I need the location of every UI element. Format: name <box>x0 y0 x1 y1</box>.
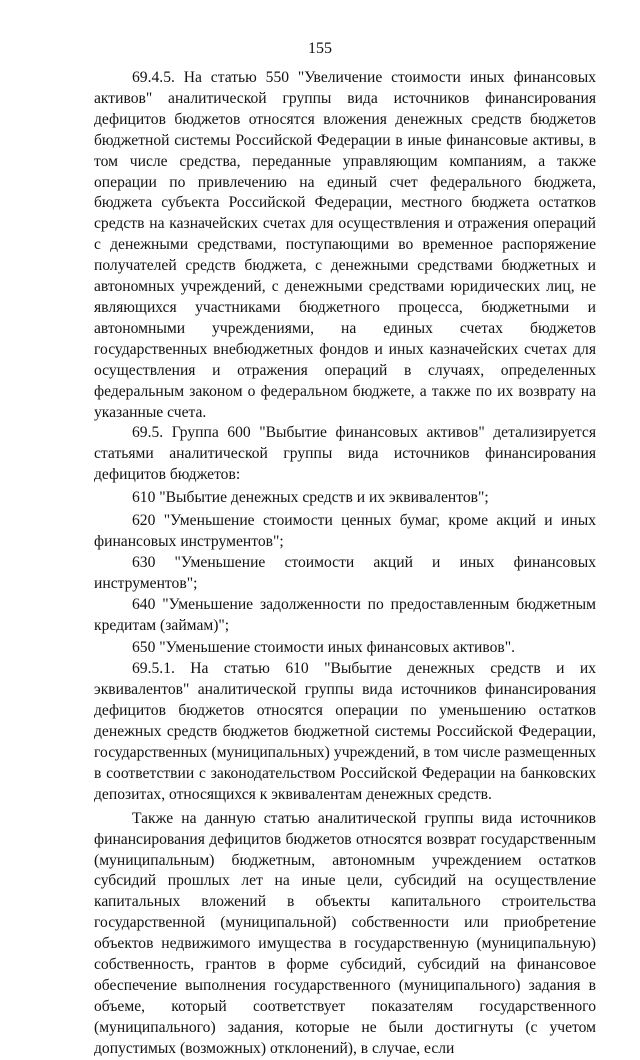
paragraph-69-5: 69.5. Группа 600 "Выбытие финансовых активов" детализируется статьями аналитической группы вида источников финансирования дефицитов бюджетов: <box>94 424 596 484</box>
list-item-650: 650 "Уменьшение стоимости иных финансовых активов". <box>132 639 516 657</box>
page-number: 155 <box>308 40 332 57</box>
document-body <box>94 68 596 1060</box>
paragraph-also: Также на данную статью аналитической группы вида источников финансирования дефицитов бюджетов относятся возврат государственным (муниципальным) бюджетным, автономным учреждением остатков субсидий прошлых лет на иные цели, субсидий на осуществление капитальных вложений в объекты капитального строительства государственной (муниципальной) собственности или приобретение объектов недвижимого имущества в государственную (муниципальную) собственность, грантов в форме субсидий, субсидий на финансовое обеспечение выполнения государственного (муниципального) задания в объеме, который соответствует показателям государственного (муниципального) задания, которые не были достигнуты (с учетом допустимых (возможных) отклонений), в случае, если <box>94 809 596 1057</box>
list-item-610: 610 "Выбытие денежных средств и их эквивалентов"; <box>132 489 489 507</box>
paragraph-69-4-5: 69.4.5. На статью 550 "Увеличение стоимости иных финансовых активов" аналитической группы вида источников финансирования дефицитов бюджетов относятся вложения денежных средств бюджетов бюджетной системы Российской Федерации в иные финансовые активы, в том числе средства, переданные управляющим компаниям, а также операции по привлечению на единый счет федерального бюджета, бюджета субъекта Российской Федерации, местного бюджета остатков средств на казначейских счетах для осуществления и отражения операций с денежными средствами, поступающими во временное распоряжение получателей средств бюджета, с денежными средствами бюджетных и автономных учреждений, с денежными средствами юридических лиц, не являющихся участниками бюджетного процесса, бюджетными и автономными учреждениями, на единых счетах бюджетов государственных внебюджетных фондов и иных казначейских счетах для осуществления и отражения операций в случаях, определенных федеральным законом о федеральном бюджете, а также по их возврату на указанные счета. <box>94 69 596 421</box>
list-item-640: 640 "Уменьшение задолженности по предоставленным бюджетным кредитам (займам)"; <box>94 595 596 634</box>
list-item-620: 620 "Уменьшение стоимости ценных бумаг, кроме акций и иных финансовых инструментов"; <box>94 512 596 550</box>
paragraph-69-5-1: 69.5.1. На статью 610 "Выбытие денежных средств и их эквивалентов" аналитической группы вида источников финансирования дефицитов бюджетов относятся операции по уменьшению остатков денежных средств бюджетов бюджетной системы Российской Федерации, государственных (муниципальных) учреждений, в том числе размещенных в соответствии с законодательством Российской Федерации на банковских депозитах, относящихся к эквивалентам денежных средств. <box>94 660 596 803</box>
list-item-630: 630 "Уменьшение стоимости акций и иных финансовых инструментов"; <box>94 553 596 592</box>
